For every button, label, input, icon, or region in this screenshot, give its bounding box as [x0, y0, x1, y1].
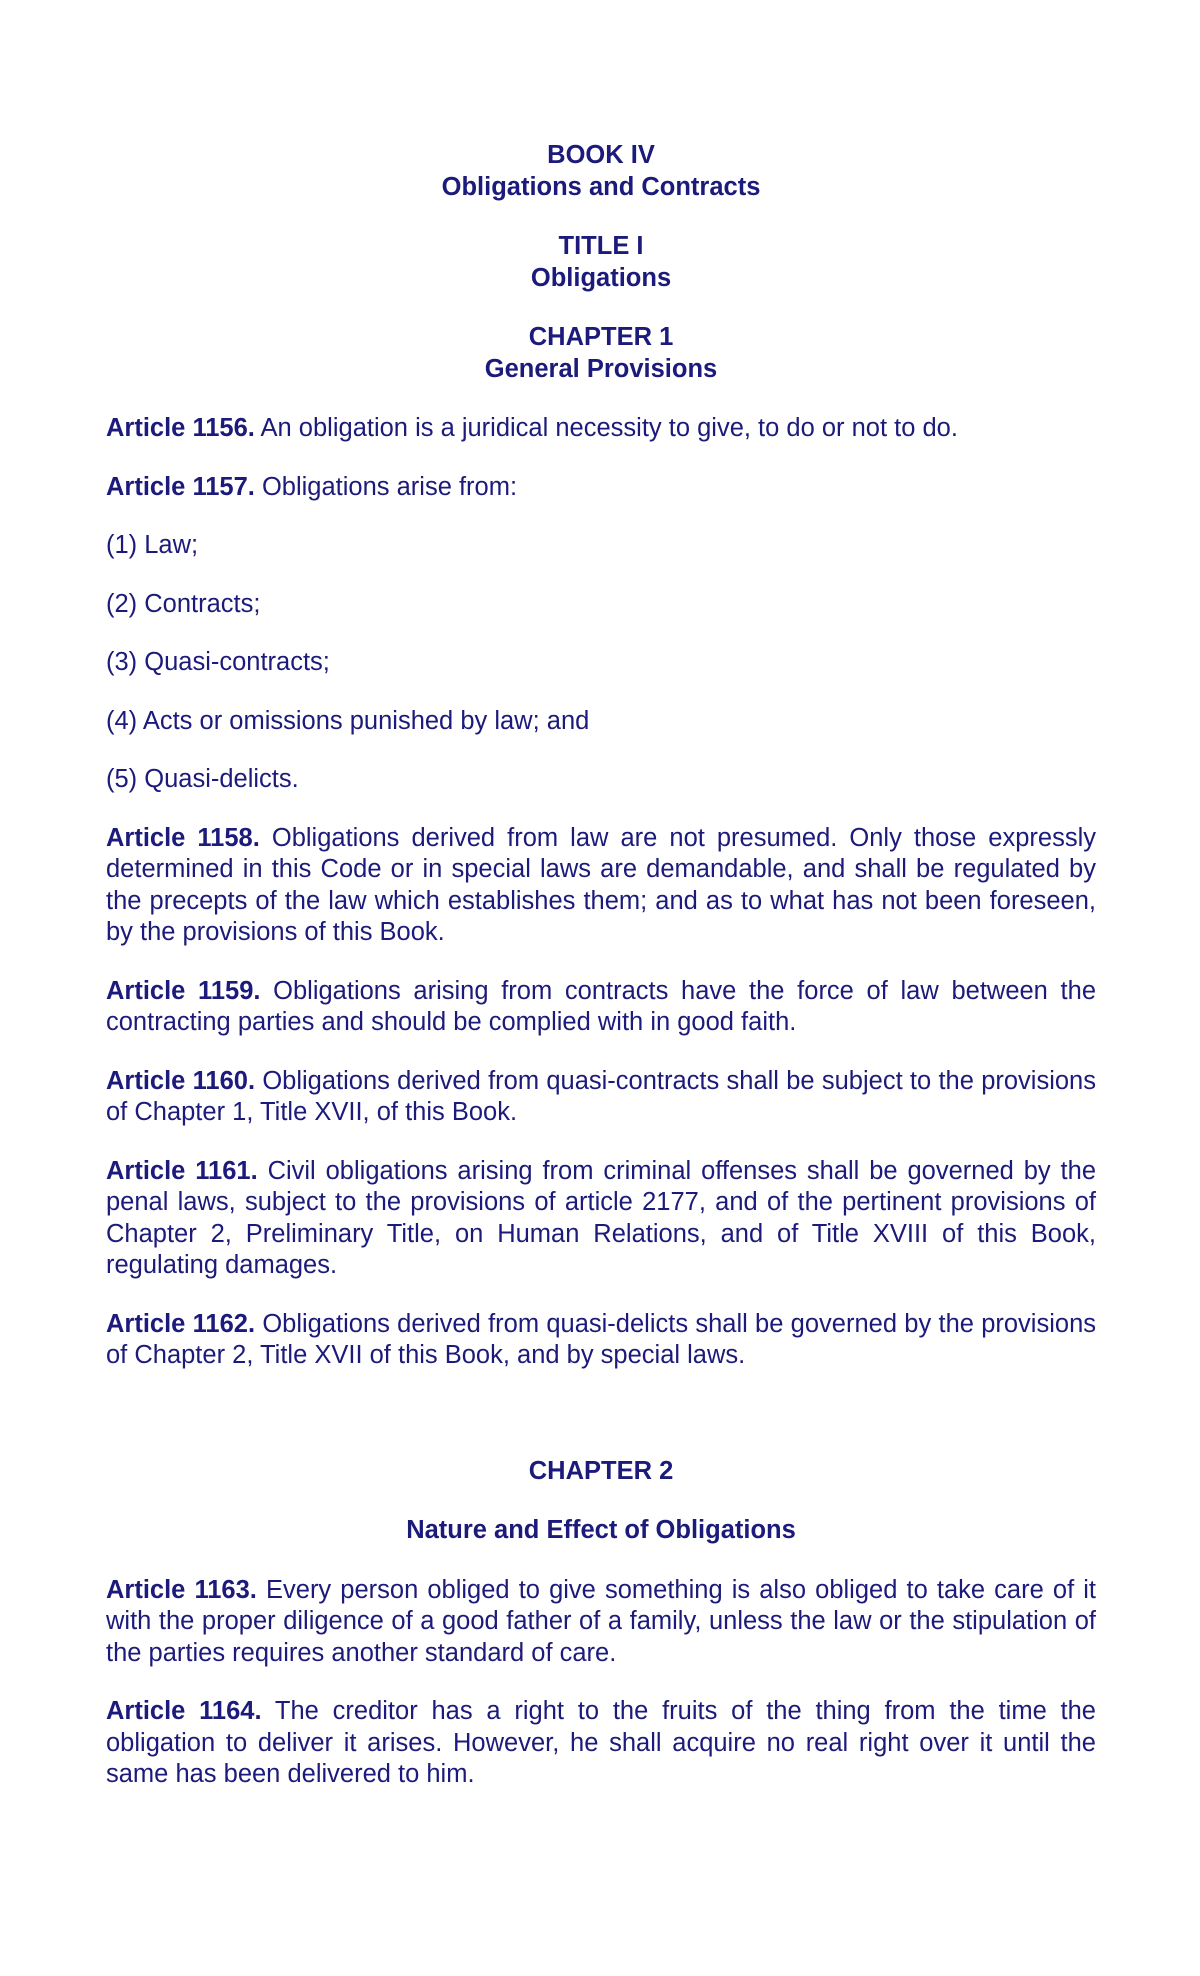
title-number: TITLE I: [558, 232, 644, 260]
article-text: Obligations derived from quasi-contracts shall be subject to the provisions of Chapter 1, Title XVII, of this Book.: [106, 1066, 1096, 1126]
chapter1-title: General Provisions: [484, 354, 718, 383]
article-1164: [106, 1696, 1096, 1791]
article-number: Article 1159.: [106, 976, 261, 1005]
article-1160: [106, 1066, 1096, 1129]
article-text: Obligations arise from:: [254, 472, 518, 501]
article-text: Obligations derived from law are not presumed. Only those expressly determined in this Code or in special laws are demandable, and shall be regulated by the precepts of the law which establishes them; and as to what has not been foreseen, by the provisions of this Book.: [106, 823, 1096, 946]
title-heading: [106, 231, 1096, 294]
list-item: (3) Quasi-contracts;: [106, 648, 330, 676]
article-number: Article 1158.: [106, 823, 260, 852]
article-text: Obligations derived from quasi-delicts shall be governed by the provisions of Chapter 2, Title XVII of this Book, and by special laws.: [106, 1309, 1097, 1369]
article-1162: [106, 1309, 1096, 1372]
article-number: Article 1162.: [106, 1309, 256, 1338]
book-number: BOOK IV: [547, 141, 655, 169]
chapter2-number: CHAPTER 2: [528, 1456, 674, 1485]
title-name: Obligations: [530, 263, 672, 292]
article-text: The creditor has a right to the fruits of the thing from the time the obligation to deliver it arises. However, he shall acquire no real right over it until the same has been delivered to him.: [106, 1697, 1096, 1788]
article-text: An obligation is a juridical necessity to give, to do or not to do.: [254, 414, 958, 442]
article-1156: [106, 413, 1096, 445]
book-title: Obligations and Contracts: [441, 172, 761, 201]
list-item: (1) Law;: [106, 531, 199, 559]
article-number: Article 1160.: [106, 1066, 256, 1095]
chapter1-heading: [106, 322, 1096, 385]
chapter2-title: Nature and Effect of Obligations: [406, 1516, 796, 1544]
chapter2-title-block: [106, 1515, 1096, 1547]
article-text: Every person obliged to give something is also obliged to take care of it with the proper diligence of a good father of a family, unless the law or the stipulation of the parties requires another standard of care.: [106, 1575, 1097, 1667]
list-item: (5) Quasi-delicts.: [106, 765, 299, 793]
article-1161: [106, 1156, 1096, 1282]
book-heading: [106, 140, 1096, 203]
article-number: Article 1157.: [106, 472, 255, 501]
article-1158: [106, 823, 1096, 949]
chapter1-number: CHAPTER 1: [528, 323, 674, 351]
list-item: (2) Contracts;: [106, 589, 261, 618]
document-page: [106, 140, 1096, 1818]
article-number: Article 1161.: [106, 1156, 258, 1185]
article-number: Article 1163.: [106, 1575, 257, 1604]
article-1159: [106, 976, 1096, 1039]
article-number: Article 1164.: [106, 1697, 262, 1725]
article-1157: [106, 472, 1096, 504]
list-item: (4) Acts or omissions punished by law; and: [106, 706, 590, 735]
article-1163: [106, 1575, 1096, 1670]
chapter2-number-block: [106, 1456, 1096, 1488]
article-number: Article 1156.: [106, 414, 255, 442]
article-text: Civil obligations arising from criminal offenses shall be governed by the penal laws, subject to the provisions of article 2177, and of the pertinent provisions of Chapter 2, Preliminary Title, on Human Relations, and of Title XVIII of this Book, regulating damages.: [106, 1156, 1096, 1279]
article-text: Obligations arising from contracts have the force of law between the contracting parties and should be complied with in good faith.: [106, 976, 1097, 1036]
